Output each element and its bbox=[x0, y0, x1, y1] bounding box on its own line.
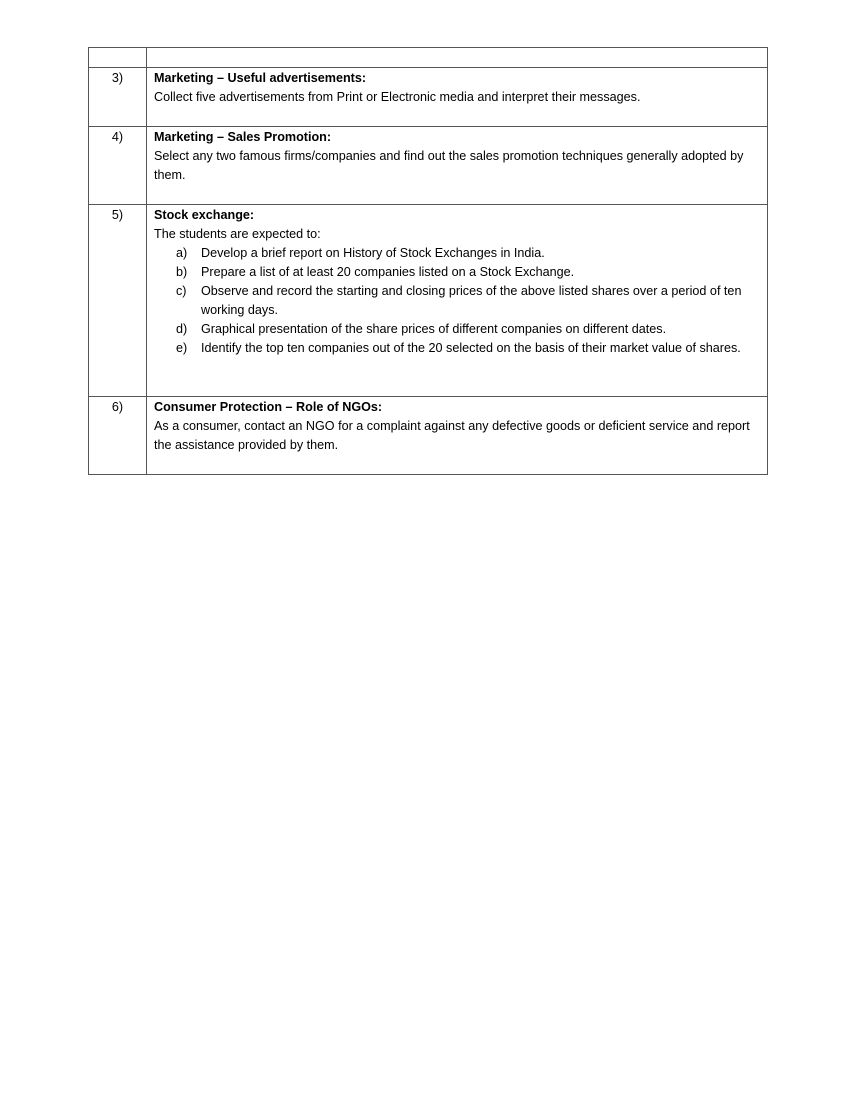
table-row bbox=[89, 68, 768, 127]
activity-title: Marketing – Useful advertisements: bbox=[154, 71, 367, 85]
list-marker: b) bbox=[176, 265, 188, 279]
table-row bbox=[89, 205, 768, 397]
activities-table bbox=[88, 47, 768, 475]
activity-description: As a consumer, contact an NGO for a complaint against any defective goods or deficient service and report the assistance provided by them. bbox=[154, 419, 750, 452]
empty-number-cell bbox=[89, 48, 147, 68]
row-content bbox=[147, 68, 768, 127]
list-item bbox=[176, 263, 761, 282]
activity-description: Select any two famous firms/companies and find out the sales promotion techniques generally adopted by them. bbox=[154, 149, 744, 182]
row-number: 3) bbox=[89, 68, 147, 127]
list-marker: a) bbox=[176, 246, 188, 260]
list-marker: e) bbox=[176, 341, 188, 355]
list-item-text: Observe and record the starting and closing prices of the above listed shares over a period of ten working days. bbox=[201, 284, 742, 317]
table-row bbox=[89, 127, 768, 205]
list-item-text: Identify the top ten companies out of the 20 selected on the basis of their market value of shares. bbox=[201, 341, 741, 355]
list-item bbox=[176, 282, 761, 320]
list-item bbox=[176, 244, 761, 263]
list-marker: d) bbox=[176, 322, 188, 336]
row-content bbox=[147, 205, 768, 397]
list-item bbox=[176, 320, 761, 339]
list-item-text: Prepare a list of at least 20 companies listed on a Stock Exchange. bbox=[201, 265, 575, 279]
list-item bbox=[176, 339, 761, 358]
row-number: 6) bbox=[89, 397, 147, 475]
activity-title: Stock exchange: bbox=[154, 208, 255, 222]
activity-title: Marketing – Sales Promotion: bbox=[154, 130, 332, 144]
activity-description: The students are expected to: bbox=[154, 227, 321, 241]
list-item-text: Graphical presentation of the share prices of different companies on different dates. bbox=[201, 322, 667, 336]
list-item-text: Develop a brief report on History of Stock Exchanges in India. bbox=[201, 246, 545, 260]
table-row bbox=[89, 48, 768, 68]
row-number: 5) bbox=[89, 205, 147, 397]
table-row bbox=[89, 397, 768, 475]
row-content bbox=[147, 397, 768, 475]
activity-description: Collect five advertisements from Print or Electronic media and interpret their messages. bbox=[154, 90, 641, 104]
task-list bbox=[154, 244, 761, 358]
activity-title: Consumer Protection – Role of NGOs: bbox=[154, 400, 383, 414]
row-content bbox=[147, 127, 768, 205]
row-number: 4) bbox=[89, 127, 147, 205]
empty-content-cell bbox=[147, 48, 768, 68]
list-marker: c) bbox=[176, 284, 187, 298]
